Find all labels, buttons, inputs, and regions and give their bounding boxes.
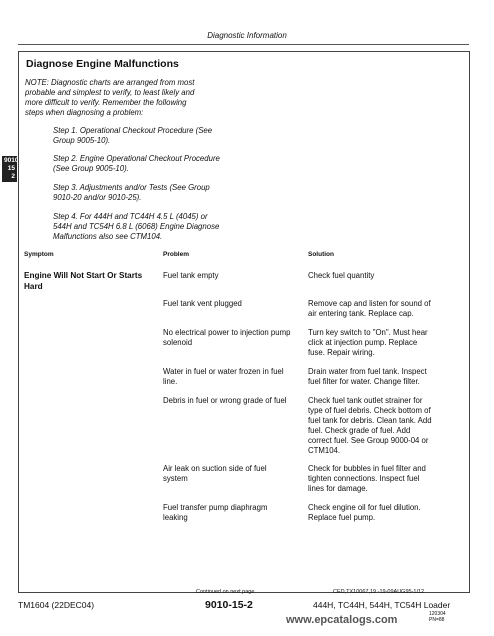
column-header-symptom: Symptom [24, 251, 54, 258]
solution-cell: Check fuel quantity [308, 271, 375, 280]
symptom-cell: Engine Will Not Start Or Starts Hard [24, 271, 143, 291]
solution-cell: Check for bubbles in fuel filter and tighten connections. Inspect fuel lines for damage. [308, 464, 426, 493]
column-header-solution: Solution [308, 251, 334, 258]
problem-cell: Water in fuel or water frozen in fuel line. [163, 367, 284, 386]
solution-cell: Check fuel tank outlet strainer for type of fuel debris. Check bottom of fuel tank for debris. Clean tank. Add fuel. Check grade of fuel. Add correct fuel. See Group 9000-04 or CTM104. [308, 396, 432, 455]
step-4: Step 4. For 444H and TC44H 4.5 L (4045) or 544H and TC54H 6.8 L (6068) Engine Diagnose Malfunctions also see CTM104. [53, 212, 220, 241]
problem-cell: Air leak on suction side of fuel system [163, 464, 267, 483]
step-1: Step 1. Operational Checkout Procedure (See Group 9005-10). [53, 126, 213, 145]
section-title: Diagnose Engine Malfunctions [26, 58, 179, 70]
footer-code-line1: 120304 [429, 611, 446, 617]
model-list: 444H, TC44H, 544H, TC54H Loader [313, 600, 451, 610]
problem-cell: Debris in fuel or wrong grade of fuel [163, 396, 287, 405]
note-text: NOTE: Diagnostic charts are arranged from most probable and simplest to verify, to least likely and more difficult to verify. Remember the following steps when diagnosing a problem: [25, 78, 195, 117]
section-tab-line1: 9010 [4, 157, 19, 164]
header-rule [18, 44, 469, 45]
page-number: 9010-15-2 [205, 599, 253, 611]
header-title: Diagnostic Information [207, 31, 287, 40]
watermark-text: www.epcatalogs.com [286, 614, 398, 626]
solution-cell: Drain water from fuel tank. Inspect fuel filter for water. Change filter. [308, 367, 427, 386]
footer-code [429, 611, 446, 623]
section-tab-line3: 2 [11, 173, 15, 180]
step-3: Step 3. Adjustments and/or Tests (See Group 9010-20 and/or 9010-25). [53, 183, 210, 202]
problem-cell: Fuel transfer pump diaphragm leaking [163, 503, 268, 522]
solution-cell: Check engine oil for fuel dilution. Replace fuel pump. [308, 503, 421, 522]
continued-note: Continued on next page [196, 589, 255, 595]
solution-cell: Remove cap and listen for sound of air entering tank. Replace cap. [308, 299, 431, 318]
reference-code: CED,TX10067,19 -19-09AUG95-1/12 [333, 589, 425, 595]
step-2: Step 2. Engine Operational Checkout Procedure (See Group 9005-10). [53, 154, 220, 173]
manual-id: TM1604 (22DEC04) [18, 600, 95, 610]
column-header-problem: Problem [163, 251, 190, 258]
footer-code-line2: PN=88 [429, 617, 445, 623]
problem-cell: No electrical power to injection pump solenoid [163, 328, 291, 347]
section-tab-line2: 15 [7, 165, 15, 172]
section-tab [2, 156, 17, 182]
problem-cell: Fuel tank vent plugged [163, 299, 242, 308]
problem-cell: Fuel tank empty [163, 271, 219, 280]
solution-cell: Turn key switch to "On". Must hear click at injection pump. Replace fuse. Repair wiring. [308, 328, 428, 357]
